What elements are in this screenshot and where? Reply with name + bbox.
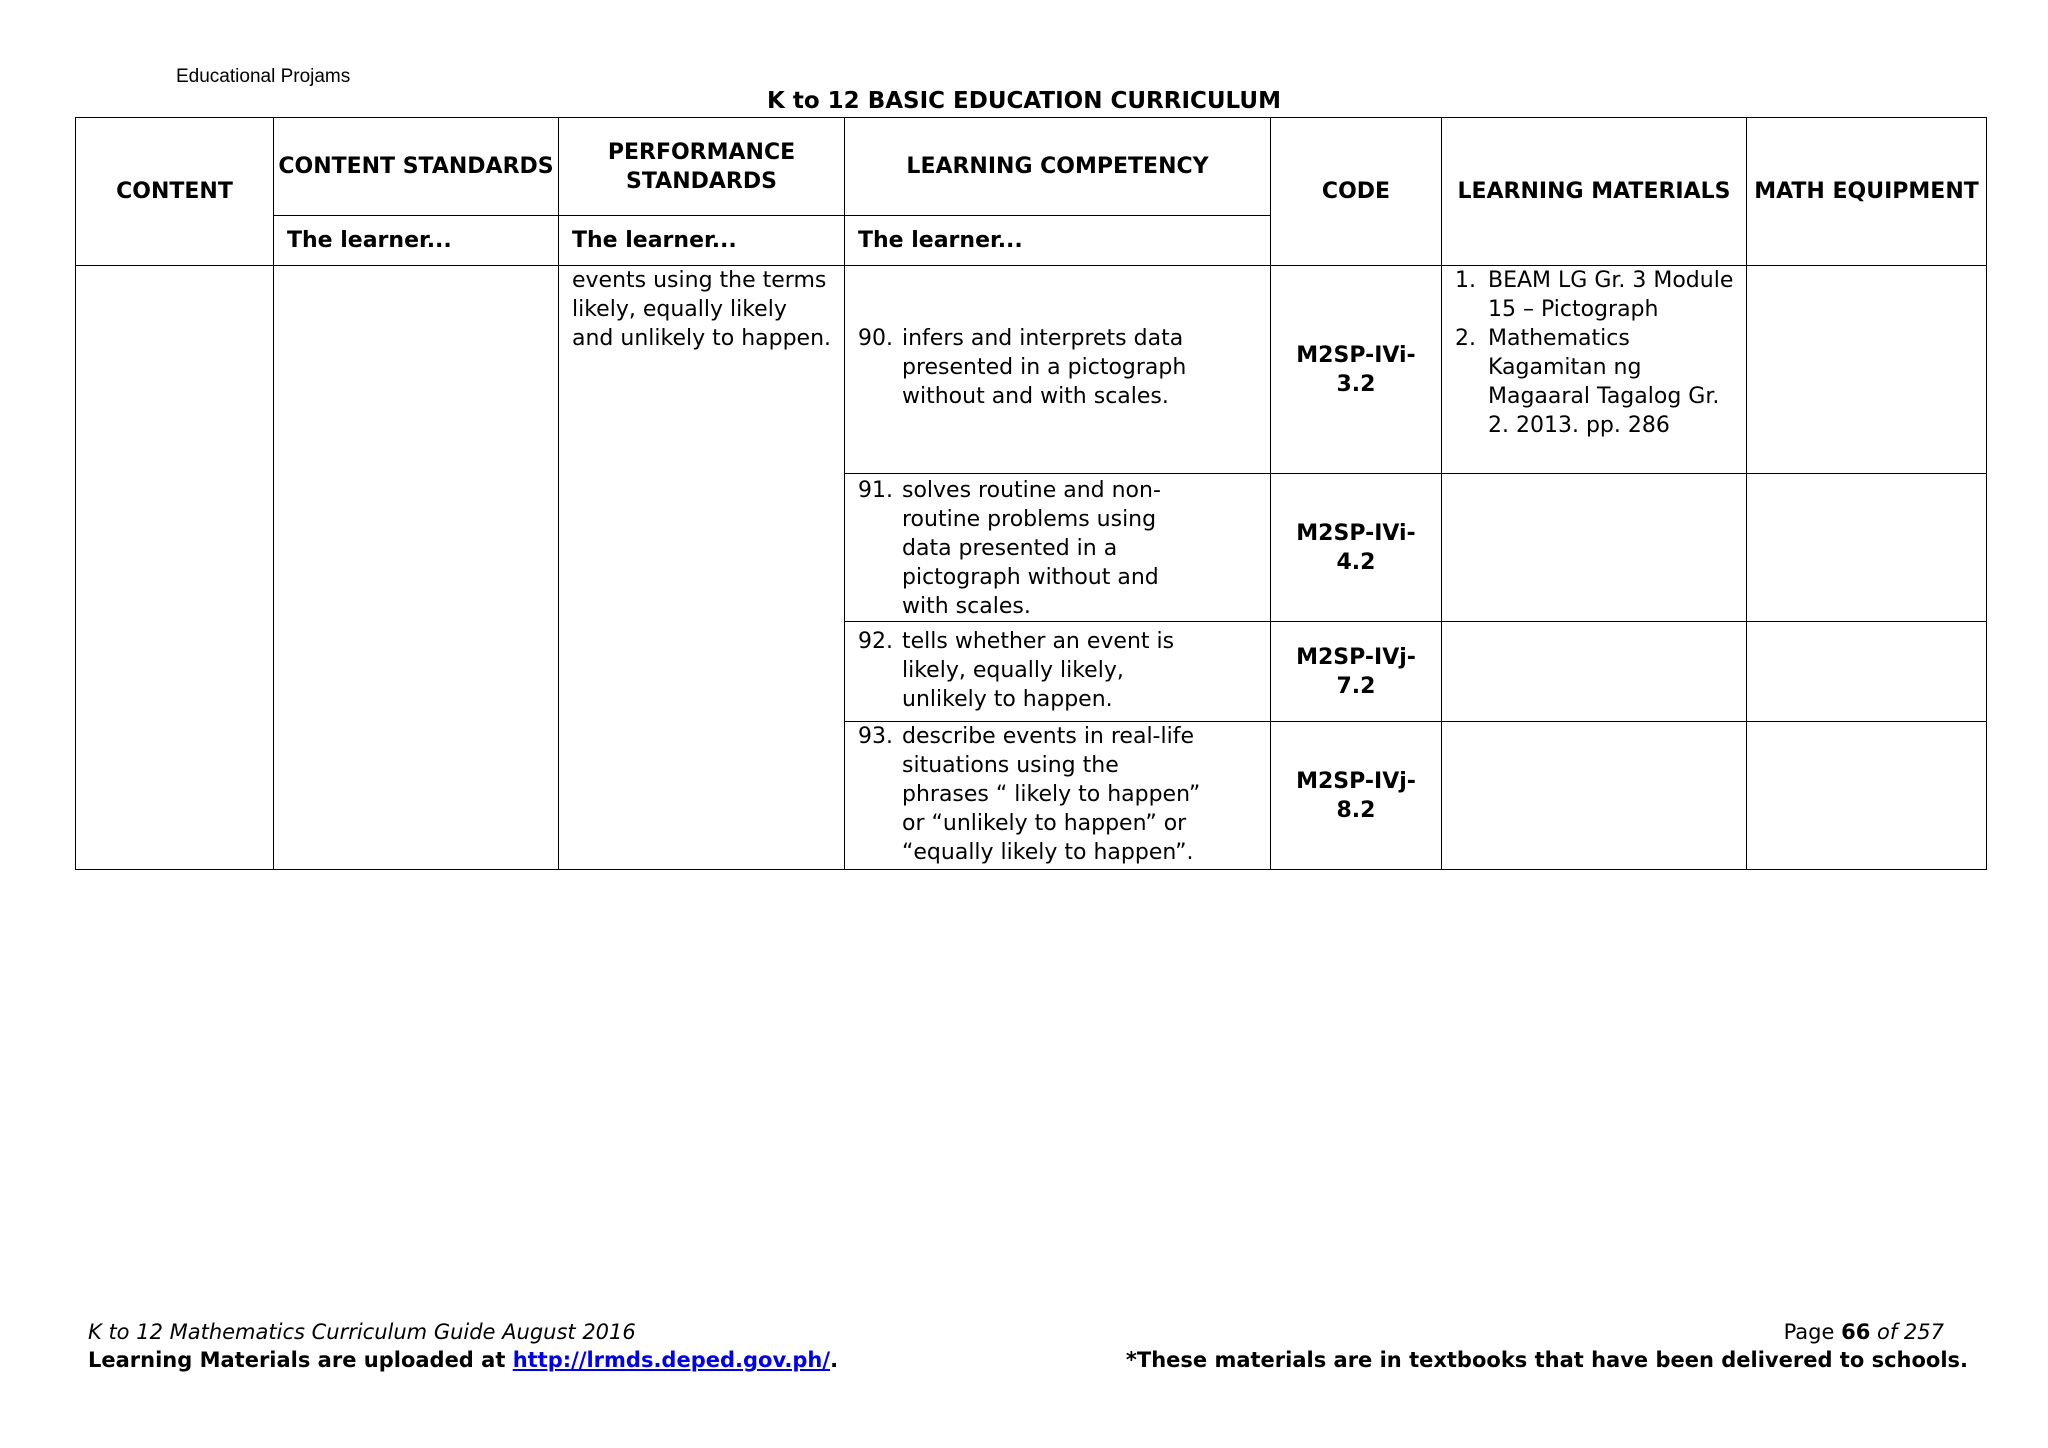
- header-math-equipment: MATH EQUIPMENT: [1747, 118, 1987, 266]
- learner-label-learning-competency: The learner...: [845, 216, 1271, 266]
- code-line1: M2SP-IVi-: [1296, 520, 1416, 546]
- code-line2: 4.2: [1336, 549, 1376, 575]
- learning-materials-cell: [1442, 474, 1747, 622]
- list-item: [1455, 324, 1738, 440]
- competency-text: tells whether an event is likely, equally likely, unlikely to happen.: [902, 629, 1175, 712]
- page-number: [1126, 1318, 1968, 1346]
- header-content: CONTENT: [76, 118, 274, 266]
- header-learning-competency: LEARNING COMPETENCY: [845, 118, 1271, 216]
- learner-label-performance-standards: The learner...: [559, 216, 845, 266]
- header-content-standards: CONTENT STANDARDS: [274, 118, 559, 216]
- math-equipment-cell: [1747, 722, 1987, 870]
- competency-cell: [845, 474, 1271, 622]
- material-text: Mathematics Kagamitan ng Magaaral Tagalog Gr. 2. 2013. pp. 286: [1488, 326, 1720, 438]
- content-cell: [76, 266, 274, 870]
- materials-list: [1442, 266, 1746, 440]
- upload-suffix: .: [830, 1348, 839, 1372]
- competency-number: 93.: [858, 724, 893, 749]
- header-code: CODE: [1271, 118, 1442, 266]
- curriculum-table: [75, 117, 1987, 870]
- code-line1: M2SP-IVi-: [1296, 342, 1416, 368]
- competency-cell: [845, 622, 1271, 722]
- page-label: Page: [1783, 1320, 1842, 1344]
- code-cell: [1271, 474, 1442, 622]
- header-learning-materials: LEARNING MATERIALS: [1442, 118, 1747, 266]
- content-standards-cell: [274, 266, 559, 870]
- textbook-note: *These materials are in textbooks that have been delivered to schools.: [1125, 1348, 1968, 1372]
- performance-standards-cell: [559, 266, 845, 870]
- competency-number: 90.: [858, 326, 893, 351]
- lrmds-link[interactable]: http://lrmds.deped.gov.ph/: [512, 1348, 831, 1372]
- code-cell: [1271, 622, 1442, 722]
- competency-cell: [845, 722, 1271, 870]
- competency-text: infers and interprets data presented in a pictograph without and with scales.: [902, 326, 1187, 409]
- code-line2: 8.2: [1336, 797, 1376, 823]
- header-row: [76, 118, 1987, 216]
- watermark-text: Educational Projams: [176, 66, 351, 87]
- learning-materials-cell: [1442, 266, 1747, 474]
- competency-cell: [845, 266, 1271, 474]
- material-number: 1.: [1455, 268, 1476, 293]
- footer-right: [1126, 1318, 1968, 1374]
- code-cell: [1271, 722, 1442, 870]
- guide-title: K to 12 Mathematics Curriculum Guide August 2016: [88, 1320, 636, 1344]
- code-line2: 7.2: [1336, 673, 1376, 699]
- learning-materials-cell: [1442, 722, 1747, 870]
- code-line1: M2SP-IVj-: [1296, 644, 1416, 670]
- code-line1: M2SP-IVj-: [1296, 768, 1416, 794]
- competency-text: describe events in real-life situations using the phrases “ likely to happen” or “unlikely to happen” or “equally likely to happen”.: [902, 724, 1201, 865]
- competency-number: 91.: [858, 478, 893, 503]
- learning-materials-cell: [1442, 622, 1747, 722]
- page-total: of 257: [1870, 1320, 1944, 1344]
- code-line2: 3.2: [1336, 371, 1376, 397]
- code-cell: [1271, 266, 1442, 474]
- page-current: 66: [1841, 1320, 1871, 1344]
- math-equipment-cell: [1747, 474, 1987, 622]
- upload-prefix: Learning Materials are uploaded at: [88, 1348, 513, 1372]
- math-equipment-cell: [1747, 266, 1987, 474]
- material-text: BEAM LG Gr. 3 Module 15 – Pictograph: [1488, 268, 1734, 322]
- list-item: [1455, 266, 1738, 324]
- table-row: [76, 266, 1987, 474]
- header-performance-standards: PERFORMANCE STANDARDS: [559, 118, 845, 216]
- upload-note: [88, 1346, 838, 1374]
- document-title: K to 12 BASIC EDUCATION CURRICULUM: [767, 88, 1281, 114]
- math-equipment-cell: [1747, 622, 1987, 722]
- competency-text: solves routine and non-routine problems using data presented in a pictograph without and with scales.: [902, 478, 1161, 619]
- competency-number: 92.: [858, 629, 893, 654]
- performance-text: events using the terms likely, equally likely and unlikely to happen.: [572, 268, 832, 351]
- learner-label-content-standards: The learner...: [274, 216, 559, 266]
- footer-left: [88, 1318, 838, 1374]
- material-number: 2.: [1455, 326, 1476, 351]
